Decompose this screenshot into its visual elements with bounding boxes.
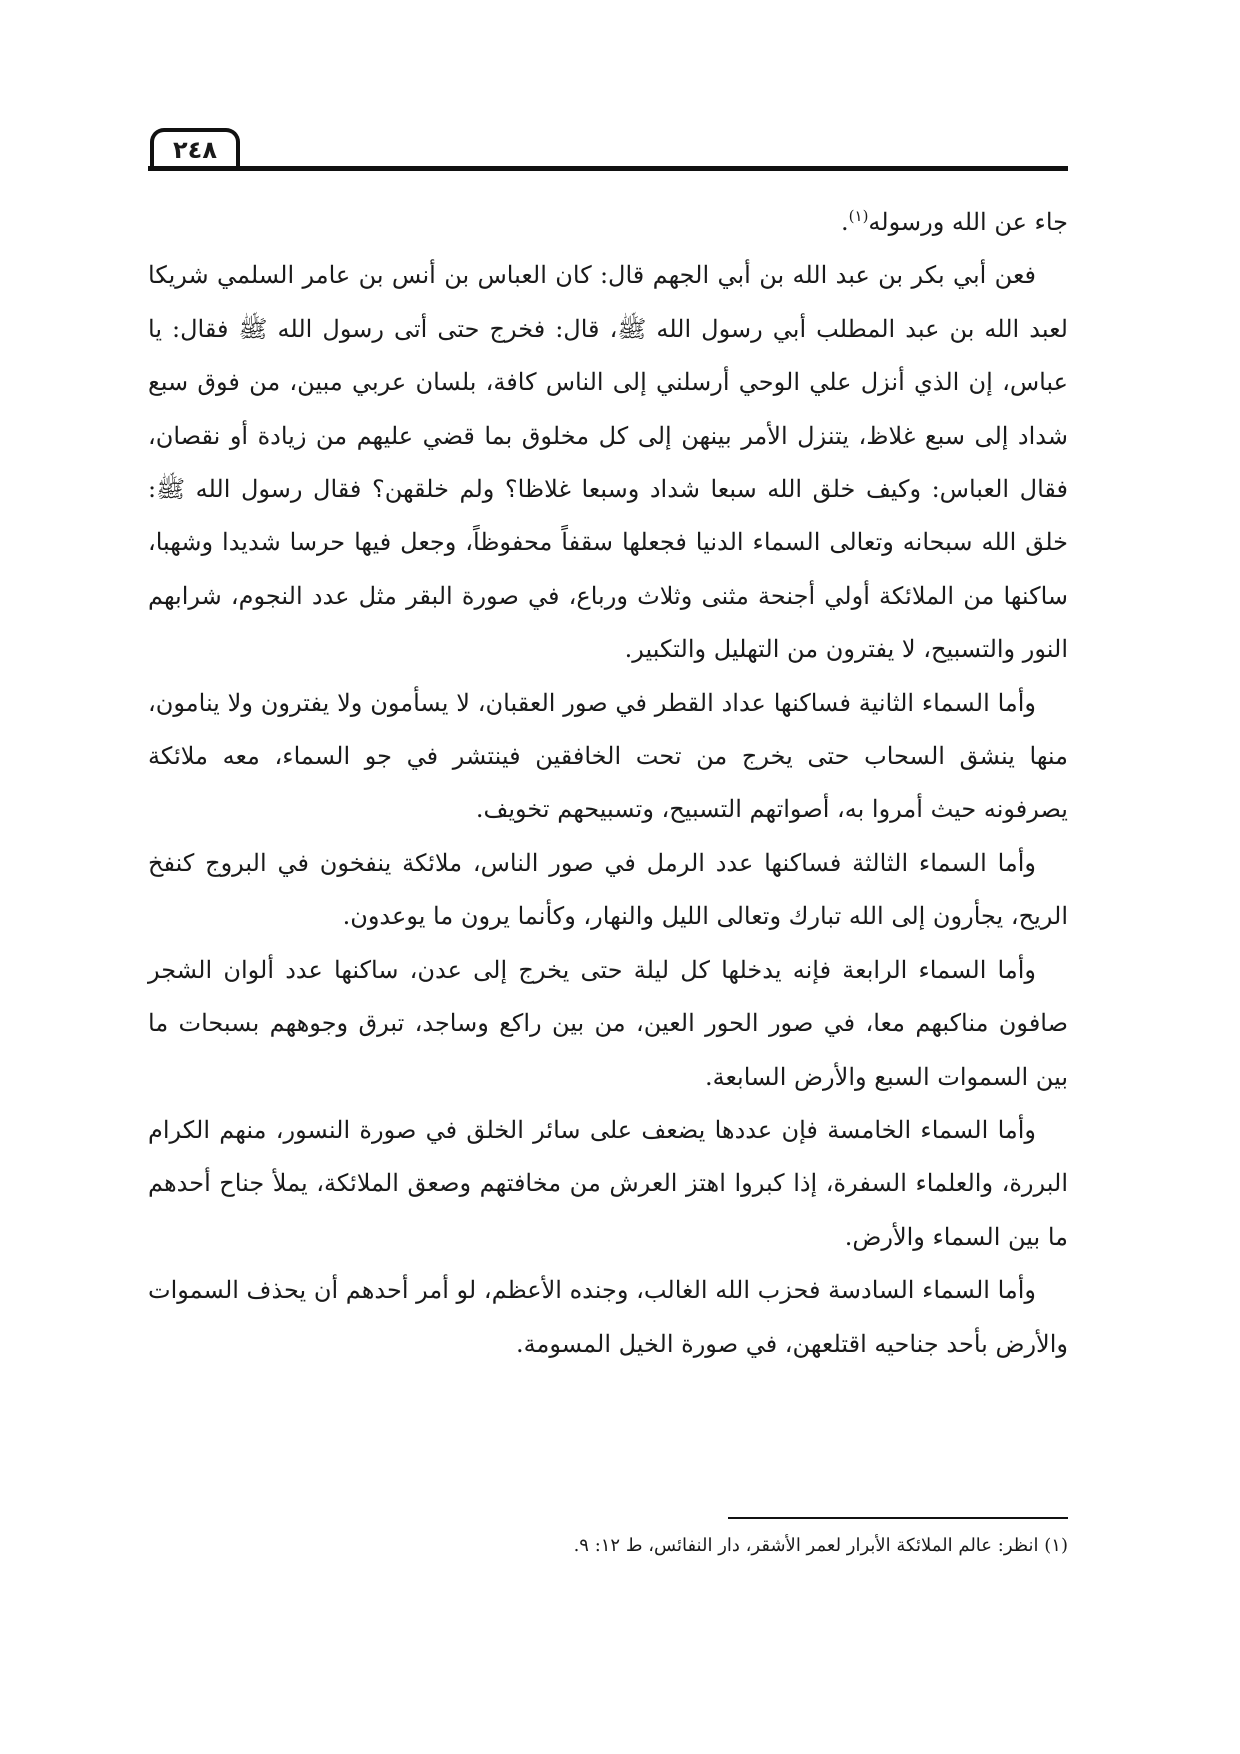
footnote-marker: (١) xyxy=(1044,1535,1068,1556)
footnote-text: انظر: عالم الملائكة الأبرار لعمر الأشقر، دار النفائس، ط ١٢: ٩. xyxy=(573,1535,1039,1556)
paragraph-3: وأما السماء الثالثة فساكنها عدد الرمل في صور الناس، ملائكة ينفخون في البروج كنفخ الريح، يجأرون إلى الله تبارك وتعالى الليل والنهار، وكأنما يرون ما يوعدون. xyxy=(148,848,1068,931)
footnote xyxy=(148,1528,1068,1564)
paragraph-2: وأما السماء الثانية فساكنها عداد القطر في صور العقبان، لا يسأمون ولا يفترون ولا ينامون، منها ينشق السحاب حتى يخرج من تحت الخافقين فينتشر في جو السماء، معه ملائكة يصرفونه حيث أمروا به، أصواتهم التسبيح، وتسبيحهم تخويف. xyxy=(148,688,1068,824)
intro-line xyxy=(148,196,1068,249)
header-rule xyxy=(148,166,1068,171)
paragraph-6: وأما السماء السادسة فحزب الله الغالب، وجنده الأعظم، لو أمر أحدهم أن يحذف السموات والأرض بأحد جناحيه اقتلعهن، في صورة الخيل المسومة. xyxy=(148,1276,1068,1358)
page-number: ٢٤٨ xyxy=(150,128,240,168)
intro-end: . xyxy=(841,208,849,236)
paragraph-4: وأما السماء الرابعة فإنه يدخلها كل ليلة حتى يخرج إلى عدن، ساكنها عدد ألوان الشجر صافون مناكبهم معا، في صور الحور العين، من بين راكع وساجد، تبرق وجوههم بسبحات ما بين السموات السبع والأرض السابعة. xyxy=(148,955,1068,1091)
paragraph-1: فعن أبي بكر بن عبد الله بن أبي الجهم قال: كان العباس بن أنس بن عامر السلمي شريكا لعبد الله بن عبد المطلب أبي رسول الله ﷺ، قال: فخرج حتى أتى رسول الله ﷺ فقال: يا عباس، إن الذي أنزل علي الوحي أرسلني إلى الناس كافة، بلسان عربي مبين، من فوق سبع شداد إلى سبع غلاظ، يتنزل الأمر بينهن إلى كل مخلوق بما قضي عليهم من زيادة أو نقصان، فقال العباس: وكيف خلق الله سبعا شداد وسبعا غلاظا؟ ولم خلقهن؟ فقال رسول الله ﷺ: خلق الله سبحانه وتعالى السماء الدنيا فجعلها سقفاً محفوظاً، وجعل فيها حرسا شديدا وشهبا، ساكنها من الملائكة أولي أجنحة مثنى وثلاث ورباع، في صورة البقر مثل عدد النجوم، شرابهم النور والتسبيح، لا يفترون من التهليل والتكبير. xyxy=(148,261,1069,664)
paragraph-5: وأما السماء الخامسة فإن عددها يضعف على سائر الخلق في صورة النسور، منهم الكرام البررة، والعلماء السفرة، إذا كبروا اهتز العرش من مخافتهم وصعق الملائكة، يملأ جناح أحدهم ما بين السماء والأرض. xyxy=(148,1115,1068,1251)
main-text xyxy=(148,196,1068,1371)
footnote-reference[interactable]: (١) xyxy=(848,207,869,225)
footnote-rule xyxy=(728,1517,1068,1519)
intro-text: جاء عن الله ورسوله xyxy=(868,208,1068,236)
